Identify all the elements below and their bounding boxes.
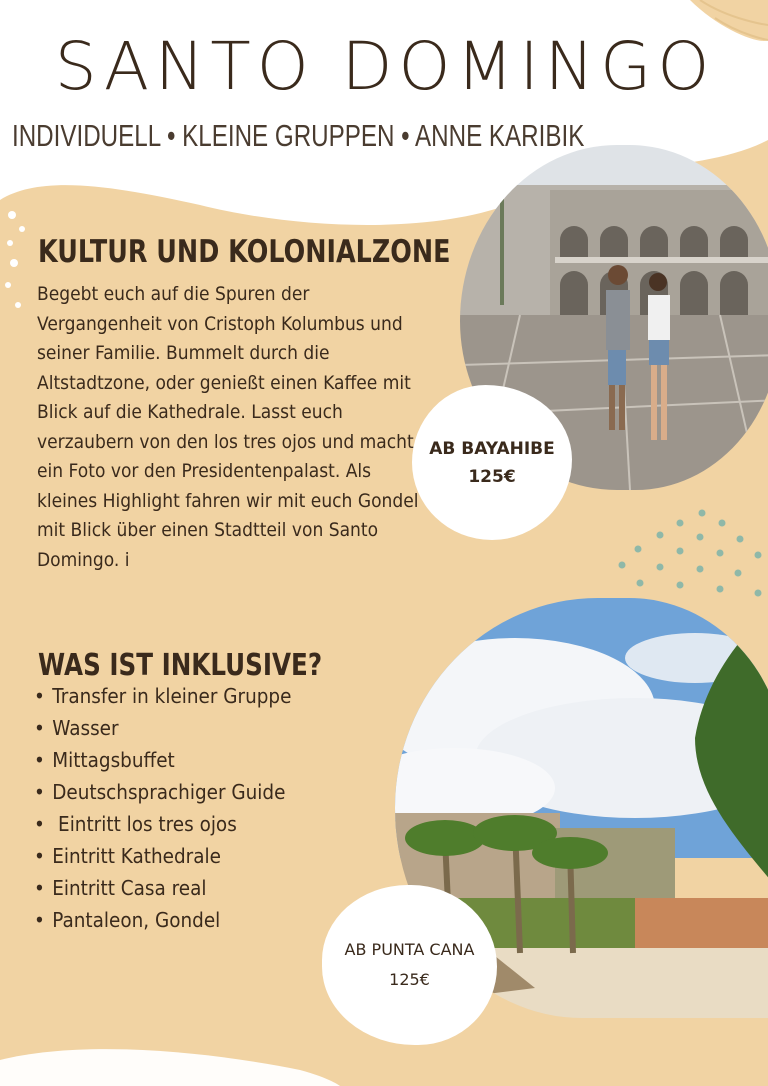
price-badge-punta-cana xyxy=(322,885,497,1045)
inclusions-list xyxy=(34,680,291,936)
decorative-dots-left xyxy=(0,205,40,325)
decorative-dots-right xyxy=(610,505,768,605)
list-item: • Deutschsprachiger Guide xyxy=(34,776,291,808)
list-item: • Pantaleon, Gondel xyxy=(34,904,291,936)
list-item: • Mittagsbuffet xyxy=(34,744,291,776)
list-item: • Eintritt los tres ojos xyxy=(34,808,291,840)
page-title: SANTO DOMINGO xyxy=(54,28,716,105)
list-item: • Transfer in kleiner Gruppe xyxy=(34,680,291,712)
badge-punta-cana-price: 125€ xyxy=(389,970,430,989)
section-heading-inklusive: WAS IST INKLUSIVE? xyxy=(38,648,323,683)
badge-punta-cana-label: AB PUNTA CANA xyxy=(344,940,475,959)
section-heading-kultur: KULTUR UND KOLONIALZONE xyxy=(38,234,451,270)
list-item: • Eintritt Casa real xyxy=(34,872,291,904)
list-item: • Eintritt Kathedrale xyxy=(34,840,291,872)
section-body-text: Begebt euch auf die Spuren der Vergangenheit von Cristoph Kolumbus und seiner Familie. Bummelt durch die Altstadtzone, oder genießt einen Kaffee mit Blick auf die Kathedrale. Lasst euch verzaubern von den los tres ojos und macht ein Foto vor den Presidentenpalast. Als kleines Highlight fahren wir mit euch Gondel mit Blick über einen Stadtteil von Santo Domingo. i xyxy=(37,283,419,571)
page-subtitle: INDIVIDUELL • KLEINE GRUPPEN • ANNE KARIBIK xyxy=(12,118,585,153)
badge-bayahibe-label: AB BAYAHIBE xyxy=(429,438,555,459)
price-badge-bayahibe xyxy=(412,385,572,540)
list-item: • Wasser xyxy=(34,712,291,744)
badge-bayahibe-price: 125€ xyxy=(468,466,516,487)
